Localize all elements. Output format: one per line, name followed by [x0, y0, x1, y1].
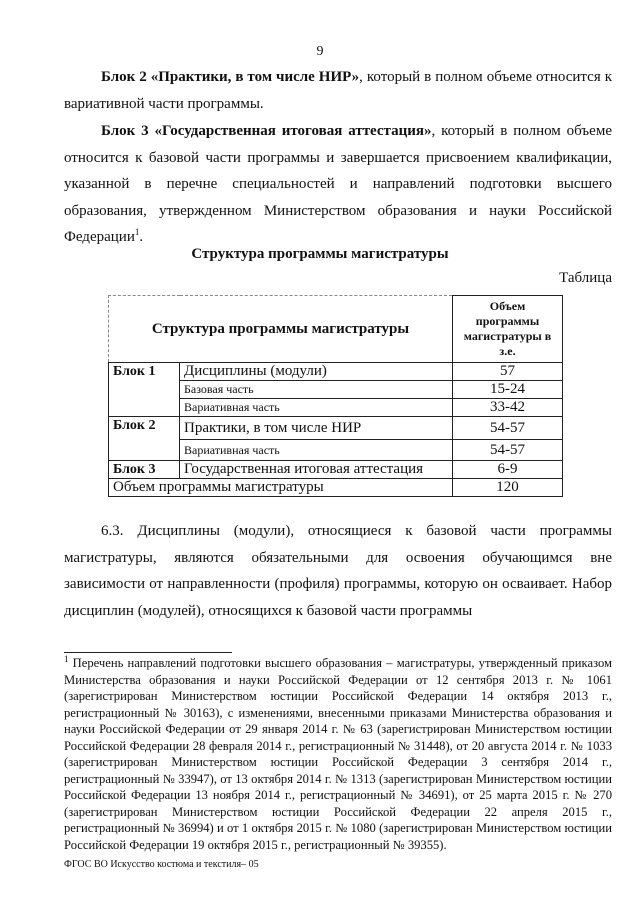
program-structure-table — [108, 295, 563, 497]
block2-label: Блок 2 — [109, 417, 180, 461]
total-value: 120 — [453, 479, 563, 497]
table-header-row — [109, 296, 563, 363]
header-volume: Объем программы магистратуры в з.е. — [453, 296, 563, 363]
total-name: Объем программы магистратуры — [109, 479, 453, 497]
footnote-separator — [64, 652, 232, 653]
footnote — [64, 655, 612, 853]
page-number: 9 — [316, 44, 324, 59]
row-name: Вариативная часть — [180, 440, 453, 461]
row-name: Вариативная часть — [180, 399, 453, 417]
row-value: 54-57 — [453, 440, 563, 461]
table-total-row — [109, 479, 563, 497]
table-row — [109, 363, 563, 381]
block3-text: , который в полном объеме относится к базовой части программы и завершается присвоением квалификации, указанной в перечне специальностей и направлений подготовки высшего образования, утвержденном Министерством образования и науки Российской Федерации — [64, 123, 612, 245]
table-title: Структура программы магистратуры — [191, 246, 449, 262]
row-value: 15-24 — [453, 381, 563, 399]
paragraph-block2 — [64, 64, 612, 117]
block1-label: Блок 1 — [109, 363, 180, 417]
block3-text-end: . — [139, 229, 144, 245]
row-value: 57 — [453, 363, 563, 381]
block2-text: , который в полном объеме относится к вариативной части программы. — [64, 69, 612, 112]
table-note: Таблица — [559, 270, 612, 286]
footnote-reference: 1 — [134, 227, 140, 237]
paragraph-block3 — [64, 118, 612, 251]
footnote-mark: 1 — [64, 653, 69, 664]
block3-title: Блок 3 «Государственная итоговая аттестация» — [101, 123, 432, 139]
row-value: 6-9 — [453, 461, 563, 479]
row-value: 33-42 — [453, 399, 563, 417]
row-name: Базовая часть — [180, 381, 453, 399]
block3-label: Блок 3 — [109, 461, 180, 479]
table-row — [109, 417, 563, 440]
row-value: 54-57 — [453, 417, 563, 440]
page-footer: ФГОС ВО Искусство костюма и текстиля– 05 — [64, 859, 259, 870]
row-name: Дисциплины (модули) — [180, 363, 453, 381]
row-name: Государственная итоговая аттестация — [180, 461, 453, 479]
row-name: Практики, в том числе НИР — [180, 417, 453, 440]
table-row — [109, 461, 563, 479]
footnote-text: Перечень направлений подготовки высшего образования – магистратуры, утвержденный приказом Министерства образования и науки Российской Федерации от 12 сентября 2013 г. № 1061 (зарегистрирован Министерством юстиции Российской Федерации 14 октября 2013 г., регистрационный № 30163), с изменениями, внесенными приказами Министерства образования и науки Российской Федерации от 29 января 2014 г. № 63 (зарегистрирован Министерством юстиции Российской Федерации 28 февраля 2014 г., регистрационный № 31448), от 20 августа 2014 г. № 1033 (зарегистрирован Министерством юстиции Российской Федерации 3 сентября 2014 г., регистрационный № 33947), от 13 октября 2014 г. № 1313 (зарегистрирован Министерством юстиции Российской Федерации 13 ноября 2014 г., регистрационный № 34691), от 25 марта 2015 г. № 270 (зарегистрирован Министерством юстиции Российской Федерации 22 апреля 2015 г., регистрационный № 36994) и от 1 октября 2015 г. № 1080 (зарегистрирован Министерством юстиции Российской Федерации 19 октября 2015 г., регистрационный № 39355). — [64, 656, 612, 852]
block2-title: Блок 2 «Практики, в том числе НИР» — [101, 69, 360, 85]
paragraph-6-3: 6.3. Дисциплины (модули), относящиеся к базовой части программы магистратуры, являются обязательными для освоения обучающимся вне зависимости от направленности (профиля) программы, которую он осваивает. Набор дисциплин (модулей), относящихся к базовой части программы — [64, 523, 612, 619]
header-structure: Структура программы магистратуры — [109, 296, 453, 363]
